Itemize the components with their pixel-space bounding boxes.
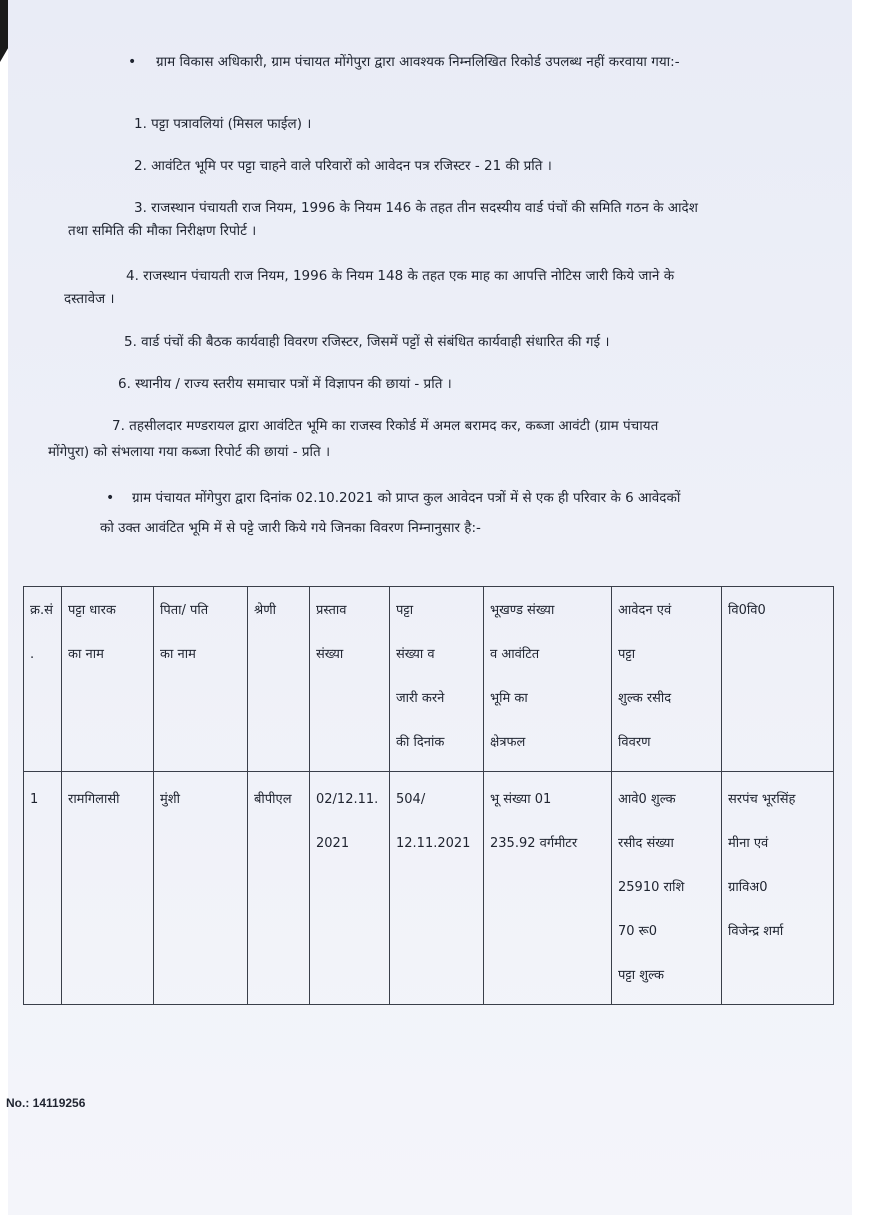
item-5: 5. वार्ड पंचों की बैठक कार्यवाही विवरण रजिस्टर, जिसमें पट्टों से संबंधित कार्यवाही संधारित की गई ।: [124, 334, 610, 350]
header-cell-remarks: वि0वि0: [722, 587, 834, 772]
cell-holder-name: रामगिलासी: [62, 772, 154, 1005]
cell-serial: 1: [24, 772, 62, 1005]
cell-plot-area: भू संख्या 01 235.92 वर्गमीटर: [484, 772, 612, 1005]
item-4-line2: दस्तावेज ।: [64, 291, 115, 307]
header-cell-father-name: पिता/ पति का नाम: [154, 587, 248, 772]
second-bullet-line2: को उक्त आवंटित भूमि में से पट्टे जारी किये गये जिनका विवरण निम्नानुसार है:-: [100, 520, 481, 536]
document-number: No.: 14119256: [6, 1096, 86, 1110]
item-1: 1. पट्टा पत्रावलियां (मिसल फाईल) ।: [134, 116, 312, 132]
table-header-row: [24, 587, 834, 772]
cell-patta-no: 504/ 12.11.2021: [390, 772, 484, 1005]
item-7-line1: 7. तहसीलदार मण्डरायल द्वारा आवंटित भूमि का राजस्व रिकोर्ड में अमल बरामद कर, कब्जा आवंटी (ग्राम पंचायत: [112, 418, 659, 434]
patta-details-table: [23, 586, 834, 1005]
page-margin: [852, 0, 870, 1215]
intro-text: ग्राम विकास अधिकारी, ग्राम पंचायत मोंगेपुरा द्वारा आवश्यक निम्नलिखित रिकोर्ड उपलब्ध नहीं करवाया गया:-: [156, 54, 680, 70]
table-row: [24, 772, 834, 1005]
header-cell-serial: क्र.सं.: [24, 587, 62, 772]
header-cell-plot-area: भूखण्ड संख्या व आवंटित भूमि का क्षेत्रफल: [484, 587, 612, 772]
cell-proposal-no: 02/12.11. 2021: [310, 772, 390, 1005]
cell-fee-receipt: आवे0 शुल्क रसीद संख्या 25910 राशि 70 रू0 पट्टा शुल्क: [612, 772, 722, 1005]
item-7-line2: मोंगेपुरा) को संभलाया गया कब्जा रिपोर्ट की छायां - प्रति ।: [48, 444, 331, 460]
header-cell-proposal-no: प्रस्ताव संख्या: [310, 587, 390, 772]
cell-remarks: सरपंच भूरसिंह मीना एवं ग्राविअ0 विजेन्द्र शर्मा: [722, 772, 834, 1005]
item-6: 6. स्थानीय / राज्य स्तरीय समाचार पत्रों में विज्ञापन की छायां - प्रति ।: [118, 376, 452, 392]
header-cell-category: श्रेणी: [248, 587, 310, 772]
second-bullet-line1: ग्राम पंचायत मोंगेपुरा द्वारा दिनांक 02.10.2021 को प्राप्त कुल आवेदन पत्रों में से एक ही परिवार के 6 आवेदकों: [132, 490, 681, 506]
cell-category: बीपीएल: [248, 772, 310, 1005]
item-3-line2: तथा समिति की मौका निरीक्षण रिपोर्ट ।: [68, 223, 257, 239]
item-2: 2. आवंटित भूमि पर पट्टा चाहने वाले परिवारों को आवेदन पत्र रजिस्टर - 21 की प्रति ।: [134, 158, 552, 174]
item-3-line1: 3. राजस्थान पंचायती राज नियम, 1996 के नियम 146 के तहत तीन सदस्यीय वार्ड पंचों की समिति गठन के आदेश: [134, 200, 698, 216]
header-cell-patta-no: पट्टा संख्या व जारी करने की दिनांक: [390, 587, 484, 772]
bullet-icon: •: [106, 490, 115, 506]
item-4-line1: 4. राजस्थान पंचायती राज नियम, 1996 के नियम 148 के तहत एक माह का आपत्ति नोटिस जारी किये जाने के: [126, 268, 675, 284]
cell-father-name: मुंशी: [154, 772, 248, 1005]
header-cell-fee-receipt: आवेदन एवं पट्टा शुल्क रसीद विवरण: [612, 587, 722, 772]
bullet-icon: •: [128, 54, 137, 70]
header-cell-holder-name: पट्टा धारक का नाम: [62, 587, 154, 772]
